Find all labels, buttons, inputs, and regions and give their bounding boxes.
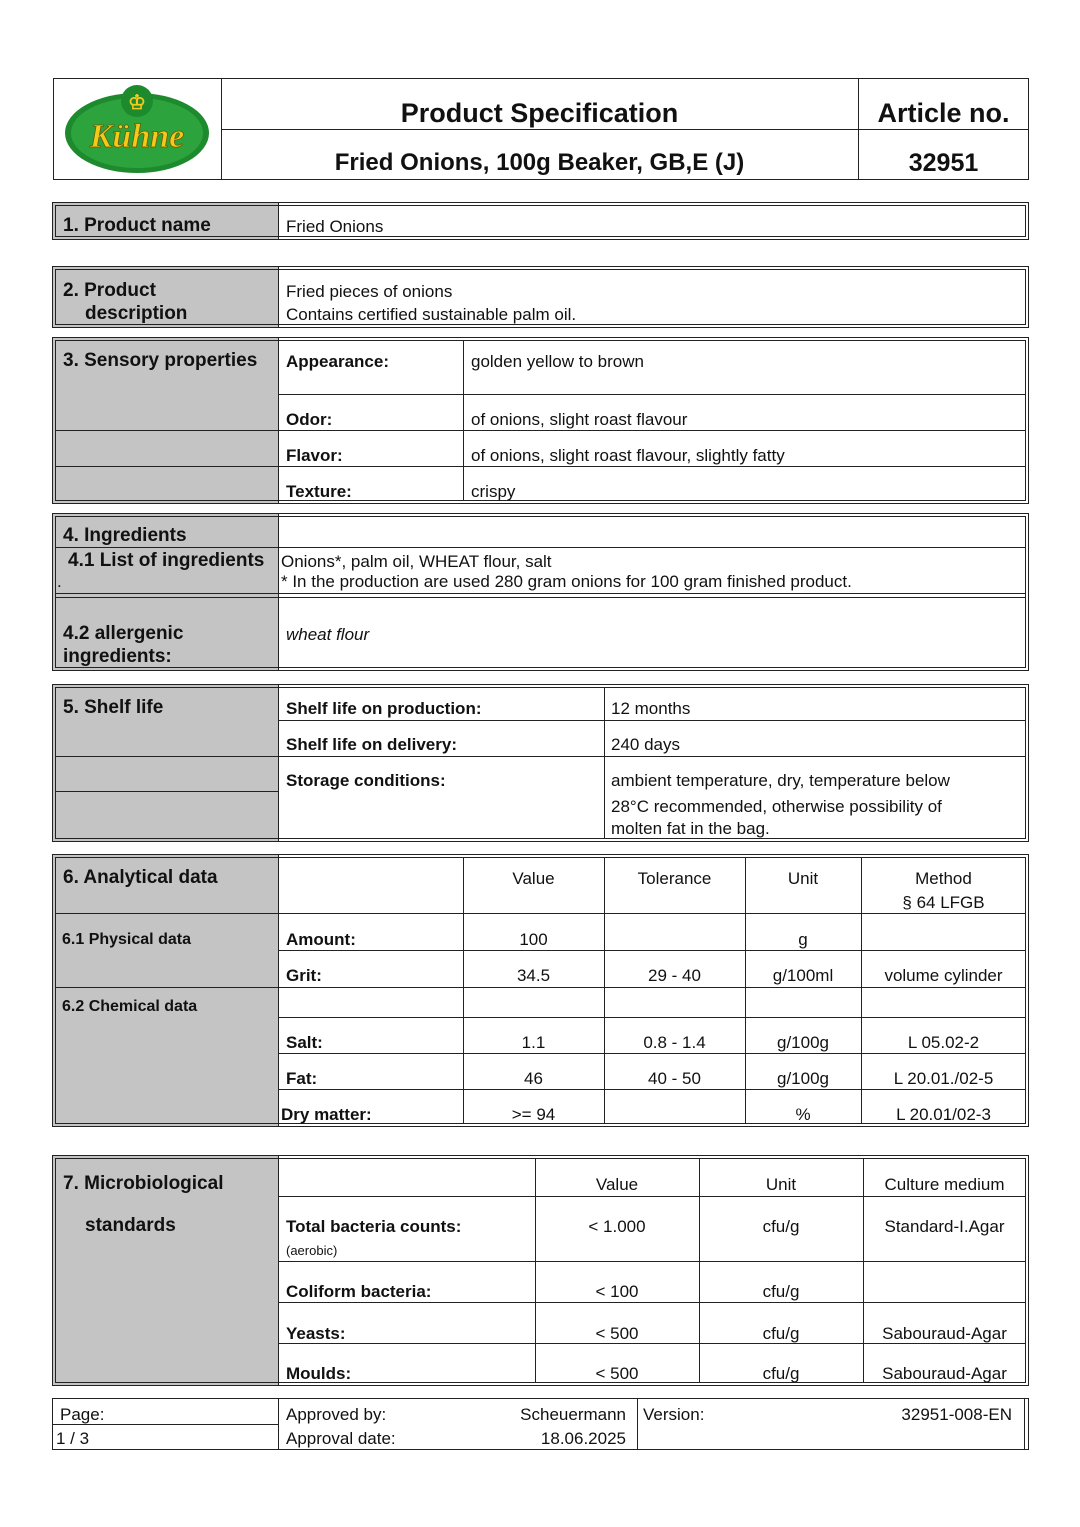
analytical-row-value: 100	[519, 930, 548, 949]
ingredients-list-line-1: Onions*, palm oil, WHEAT flour, salt	[281, 552, 552, 571]
analytical-row-name: Salt:	[286, 1033, 323, 1052]
ingredients-list-mark: .	[57, 572, 62, 591]
allergen-label-2: ingredients:	[63, 646, 172, 667]
allergen-label-1: 4.2 allergenic	[63, 623, 184, 644]
description-line-2: Contains certified sustainable palm oil.	[286, 305, 577, 324]
analytical-row-unit: g/100g	[777, 1033, 829, 1052]
storage-line-1: ambient temperature, dry, temperature below	[611, 771, 950, 790]
shelf-delivery-value: 240 days	[611, 735, 680, 754]
analytical-row-name: Amount:	[286, 930, 356, 949]
micro-header-medium: Culture medium	[884, 1175, 1005, 1194]
ingredients-list-line-2: * In the production are used 280 gram onions for 100 gram finished product.	[281, 572, 852, 591]
physical-data-label: 6.1 Physical data	[62, 931, 191, 948]
micro-row-name: Yeasts:	[286, 1324, 346, 1343]
analytical-row-unit: g/100ml	[772, 966, 834, 985]
analytical-row-unit: %	[795, 1105, 811, 1124]
analytical-row-name: Grit:	[286, 966, 322, 985]
sensory-value: of onions, slight roast flavour, slightly fatty	[471, 446, 785, 465]
sensory-value: crispy	[471, 482, 516, 501]
micro-row-unit: cfu/g	[762, 1324, 800, 1343]
analytical-row-value: 34.5	[516, 966, 551, 985]
analytical-row-name: Dry matter:	[281, 1105, 372, 1124]
header-method: Method	[915, 869, 972, 888]
micro-row-value: < 100	[595, 1282, 639, 1301]
analytical-row-tolerance: 0.8 - 1.4	[643, 1033, 706, 1052]
micro-row-value: < 1.000	[588, 1217, 646, 1236]
micro-row-value: < 500	[595, 1324, 639, 1343]
shelf-delivery-key: Shelf life on delivery:	[286, 735, 457, 754]
approval-date-label: Approval date:	[286, 1429, 396, 1448]
article-label: Article no.	[877, 98, 1010, 128]
article-number: 32951	[908, 149, 979, 177]
approval-date-value: 18.06.2025	[540, 1429, 626, 1448]
micro-row-medium: Standard-I.Agar	[884, 1217, 1005, 1236]
description-label-2: description	[85, 303, 188, 324]
storage-key: Storage conditions:	[286, 771, 446, 790]
micro-row-unit: cfu/g	[762, 1282, 800, 1301]
micro-row-medium: Sabouraud-Agar	[882, 1364, 1007, 1383]
sensory-label: 3. Sensory properties	[63, 350, 258, 371]
sensory-value: golden yellow to brown	[471, 352, 644, 371]
description-label-1: 2. Product	[63, 280, 156, 301]
analytical-row-value: 46	[524, 1069, 543, 1088]
shelf-life-label: 5. Shelf life	[63, 697, 164, 718]
storage-line-2: 28°C recommended, otherwise possibility of	[611, 797, 942, 816]
approved-by-label: Approved by:	[286, 1405, 387, 1424]
version-value: 32951-008-EN	[901, 1405, 1012, 1424]
micro-row-unit: cfu/g	[762, 1364, 800, 1383]
analytical-row-method: L 20.01/02-3	[896, 1105, 991, 1124]
sensory-key: Odor:	[286, 410, 333, 429]
micro-row-medium: Sabouraud-Agar	[882, 1324, 1007, 1343]
analytical-row-method: L 05.02-2	[907, 1033, 980, 1052]
chemical-data-label: 6.2 Chemical data	[62, 998, 198, 1015]
analytical-row-value: >= 94	[511, 1105, 556, 1124]
allergen-value: wheat flour	[286, 625, 370, 644]
sensory-key: Flavor:	[286, 446, 343, 465]
analytical-row-unit: g	[798, 930, 808, 949]
page-value: 1 / 3	[56, 1429, 90, 1448]
analytical-row-method: volume cylinder	[884, 966, 1003, 985]
version-label: Version:	[643, 1405, 705, 1424]
analytical-row-value: 1.1	[521, 1033, 546, 1052]
ingredients-list-label: 4.1 List of ingredients	[68, 550, 265, 571]
shelf-production-value: 12 months	[611, 699, 691, 718]
page-title: Product Specification	[400, 98, 679, 128]
micro-row-note: (aerobic)	[286, 1243, 338, 1258]
header-value: Value	[512, 869, 555, 888]
product-subtitle: Fried Onions, 100g Beaker, GB,E (J)	[334, 149, 745, 176]
micro-header-unit: Unit	[765, 1175, 797, 1194]
page-label: Page:	[60, 1405, 105, 1424]
header-tolerance: Tolerance	[637, 869, 712, 888]
micro-label-1: 7. Microbiological	[63, 1173, 224, 1194]
micro-row-unit: cfu/g	[762, 1217, 800, 1236]
header-unit: Unit	[787, 869, 819, 888]
sensory-key: Appearance:	[286, 352, 389, 371]
micro-row-name: Moulds:	[286, 1364, 352, 1383]
shelf-production-key: Shelf life on production:	[286, 699, 482, 718]
approved-by-value: Scheuermann	[520, 1405, 626, 1424]
analytical-row-unit: g/100g	[777, 1069, 829, 1088]
ingredients-label: 4. Ingredients	[63, 525, 187, 546]
product-name-label: 1. Product name	[63, 215, 211, 236]
storage-line-3: molten fat in the bag.	[611, 819, 770, 838]
analytical-row-tolerance: 40 - 50	[648, 1069, 701, 1088]
micro-row-value: < 500	[595, 1364, 639, 1383]
description-line-1: Fried pieces of onions	[286, 282, 453, 301]
micro-row-name: Coliform bacteria:	[286, 1282, 432, 1301]
analytical-row-method: L 20.01./02-5	[893, 1069, 994, 1088]
svg-text:Kühne: Kühne	[89, 118, 185, 155]
analytical-row-tolerance: 29 - 40	[648, 966, 701, 985]
svg-text:♔: ♔	[128, 92, 146, 114]
product-name-value: Fried Onions	[286, 217, 384, 236]
kuhne-logo	[62, 83, 212, 175]
analytical-label: 6. Analytical data	[63, 867, 218, 888]
sensory-key: Texture:	[286, 482, 352, 501]
micro-label-2: standards	[85, 1215, 176, 1236]
micro-row-name: Total bacteria counts:	[286, 1217, 462, 1236]
micro-header-value: Value	[595, 1175, 639, 1194]
header-method-ref: § 64 LFGB	[902, 893, 985, 912]
sensory-value: of onions, slight roast flavour	[471, 410, 688, 429]
analytical-row-name: Fat:	[286, 1069, 318, 1088]
